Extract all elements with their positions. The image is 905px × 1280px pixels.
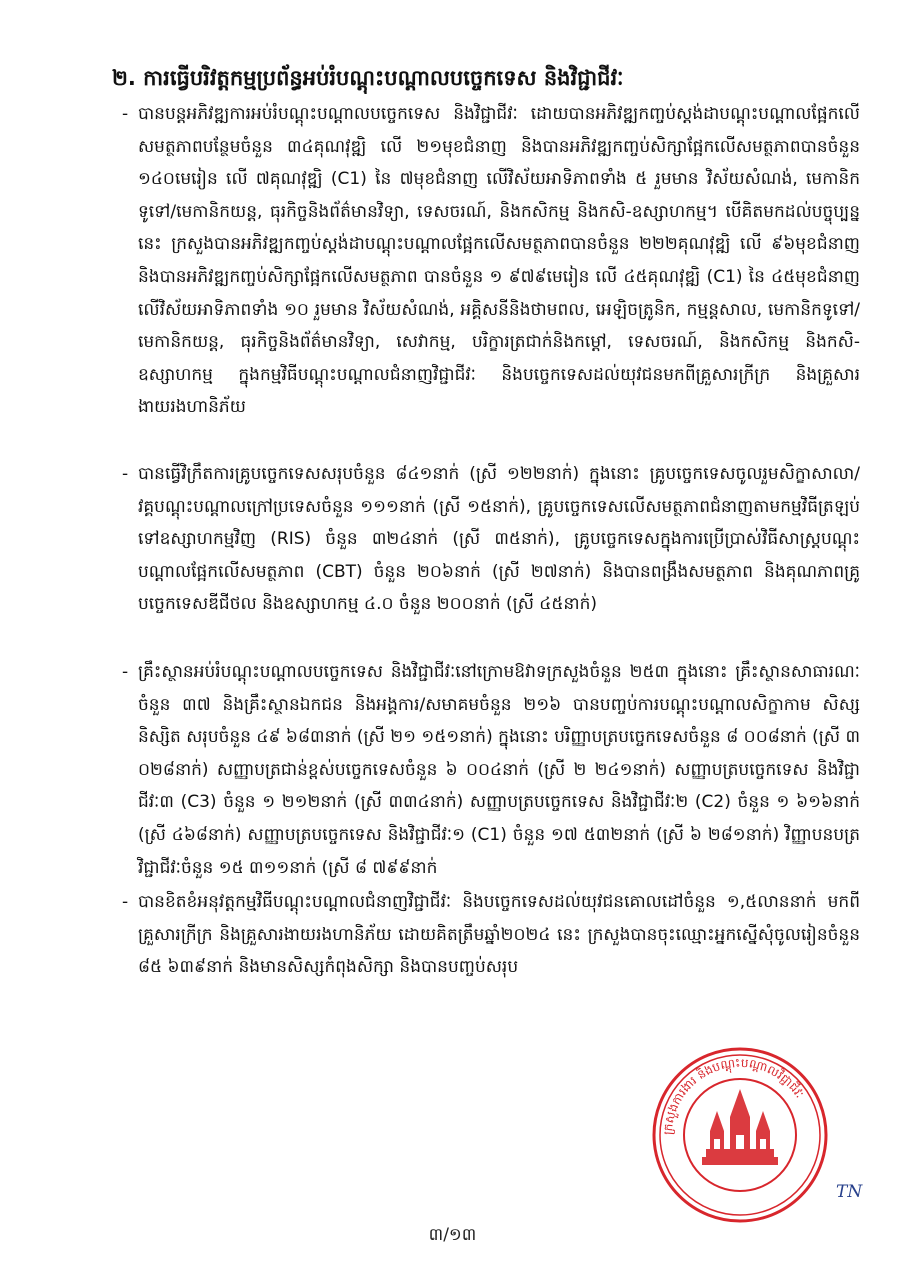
official-seal [650,1045,830,1225]
handwritten-initials: TN [836,1182,863,1202]
paragraph-text: គ្រឹះស្ថានអប់រំបណ្តុះបណ្តាលបច្ចេកទេស និងវិជ្ជាជីវៈនៅក្រោមឱវាទក្រសួងចំនួន ២៥៣ ក្នុងនោះ គ្រឹះស្ថានសាធារណៈចំនួន ៣៧ និងគ្រឹះស្ថានឯកជន និងអង្គការ/សមាគមចំនួន ២១៦ បានបញ្ចប់ការបណ្តុះបណ្តាលសិក្ខាកាម សិស្ស និស្សិត សរុបចំនួន ៤៩ ៦៨៣នាក់ (ស្រី ២១ ១៥១នាក់) ក្នុងនោះ បរិញ្ញាបត្របច្ចេកទេសចំនួន ៨ ០០៨នាក់ (ស្រី ៣ ០២៨នាក់) សញ្ញាបត្រជាន់ខ្ពស់បច្ចេកទេសចំនួន ៦ ០០៤នាក់ (ស្រី ២ ២៤១នាក់) សញ្ញាបត្របច្ចេកទេស និងវិជ្ជាជីវៈ៣ (C3) ចំនួន ១ ២១២នាក់ (ស្រី ៣៣៤នាក់) សញ្ញាបត្របច្ចេកទេស និងវិជ្ជាជីវៈ២ (C2) ចំនួន ១ ៦១៦នាក់ (ស្រី ៤៦៨នាក់) សញ្ញាបត្របច្ចេកទេស និងវិជ្ជាជីវៈ១ (C1) ចំនួន ១៧ ៥៣២នាក់ (ស្រី ៦ ២៨១នាក់) វិញ្ញាបនបត្រវិជ្ជាជីវៈចំនួន ១៥ ៣១១នាក់ (ស្រី ៨ ៧៩៩នាក់ [138,662,860,878]
bullet-dash: - [122,464,129,484]
bullet-dash: - [122,104,129,124]
page-number: ៣/១៣ [428,1225,477,1245]
bullet-paragraph [122,98,860,456]
seal-ring-text: ក្រសួងការងារ និងបណ្តុះបណ្តាលវិជ្ជាជីវៈ [660,1055,807,1136]
bullet-list [122,98,860,986]
bullet-dash: - [122,892,129,912]
paragraph-text: បានបន្តអភិវឌ្ឍការអប់រំបណ្តុះបណ្តាលបច្ចេកទេស និងវិជ្ជាជីវៈ ដោយបានអភិវឌ្ឍកញ្ចប់ស្តង់ដាបណ្តុះបណ្តាលផ្អែកលើសមត្ថភាពបន្ថែមចំនួន ៣៤គុណវុឌ្ឍិ លើ ២១មុខជំនាញ និងបានអភិវឌ្ឍកញ្ចប់សិក្សាផ្អែកលើសមត្ថភាពបានចំនួន ១៤០មេរៀន លើ ៧គុណវុឌ្ឍិ (C1) នៃ ៧មុខជំនាញ លើវិស័យអាទិភាពទាំង ៥ រួមមាន វិស័យសំណង់, មេកានិកទូទៅ/មេកានិកយន្ត, ធុរកិច្ចនិងព័ត៌មានវិទ្យា, ទេសចរណ៍, និងកសិកម្ម និងកសិ-ឧស្សាហកម្ម។ បើគិតមកដល់បច្ចុប្បន្ននេះ ក្រសួងបានអភិវឌ្ឍកញ្ចប់ស្តង់ដាបណ្តុះបណ្តាលផ្អែកលើសមត្ថភាពបានចំនួន ២២២គុណវុឌ្ឍិ លើ ៩៦មុខជំនាញ និងបានអភិវឌ្ឍកញ្ចប់សិក្សាផ្អែកលើសមត្ថភាព បានចំនួន ១ ៩៧៩មេរៀន លើ ៤៥គុណវុឌ្ឍិ (C1) នៃ ៤៥មុខជំនាញ លើវិស័យអាទិភាពទាំង ១០ រួមមាន វិស័យសំណង់, អគ្គិសនីនិងថាមពល, អេឡិចត្រូនិក, កម្មន្តសាល, មេកានិកទូទៅ/មេកានិកយន្ត, ធុរកិច្ចនិងព័ត៌មានវិទ្យា, សេវាកម្ម, បរិក្ខារត្រជាក់និងកម្តៅ, ទេសចរណ៍, និងកសិកម្ម និងកសិ-ឧស្សាហកម្ម ក្នុងកម្មវិធីបណ្តុះបណ្តាលជំនាញវិជ្ជាជីវៈ និងបច្ចេកទេសដល់យុវជនមកពីគ្រួសារក្រីក្រ និងគ្រួសារងាយរងហានិភ័យ [138,104,860,418]
bullet-paragraph [122,656,860,884]
bullet-paragraph [122,886,860,986]
paragraph-text: បានខិតខំអនុវត្តកម្មវិធីបណ្តុះបណ្តាលជំនាញវិជ្ជាជីវៈ និងបច្ចេកទេសដល់យុវជនគោលដៅចំនួន ១,៥លាននាក់ មកពីគ្រួសារក្រីក្រ និងគ្រួសារងាយរងហានិភ័យ ដោយគិតត្រឹមឆ្នាំ២០២៤ នេះ ក្រសួងបានចុះឈ្មោះអ្នកស្នើសុំចូលរៀនចំនួន ៨៥ ៦៣៩នាក់ និងមានសិស្សកំពុងសិក្សា និងបានបញ្ចប់សរុប [138,892,860,978]
temple-emblem [702,1089,778,1165]
bullet-dash: - [122,662,129,682]
paragraph-text: បានធ្វើវិក្រឹតការគ្រូបច្ចេកទេសសរុបចំនួន ៨៤១នាក់ (ស្រី ១២២នាក់) ក្នុងនោះ គ្រូបច្ចេកទេសចូលរួមសិក្ខាសាលា/វគ្គបណ្តុះបណ្តាលក្រៅប្រទេសចំនួន ១១១នាក់ (ស្រី ១៥នាក់), គ្រូបច្ចេកទេសលើសមត្ថភាពជំនាញតាមកម្មវិធីត្រឡប់ទៅឧស្សាហកម្មវិញ (RIS) ចំនួន ៣២៤នាក់ (ស្រី ៣៥នាក់), គ្រូបច្ចេកទេសក្នុងការប្រើប្រាស់វិធីសាស្ត្របណ្តុះបណ្តាលផ្អែកលើសមត្ថភាព (CBT) ចំនួន ២០៦នាក់ (ស្រី ២៧នាក់) និងបានពង្រឹងសមត្ថភាព និងគុណភាពគ្រូបច្ចេកទេសឌីជីថល និងឧស្សាហកម្ម ៤.០ ចំនួន ២០០នាក់ (ស្រី ៤៥នាក់) [138,464,860,615]
section-heading: ២. ការធ្វើបរិវត្តកម្មប្រព័ន្ធអប់រំបណ្តុះបណ្តាលបច្ចេកទេស និងវិជ្ជាជីវៈ [112,66,624,90]
bullet-paragraph [122,458,860,654]
